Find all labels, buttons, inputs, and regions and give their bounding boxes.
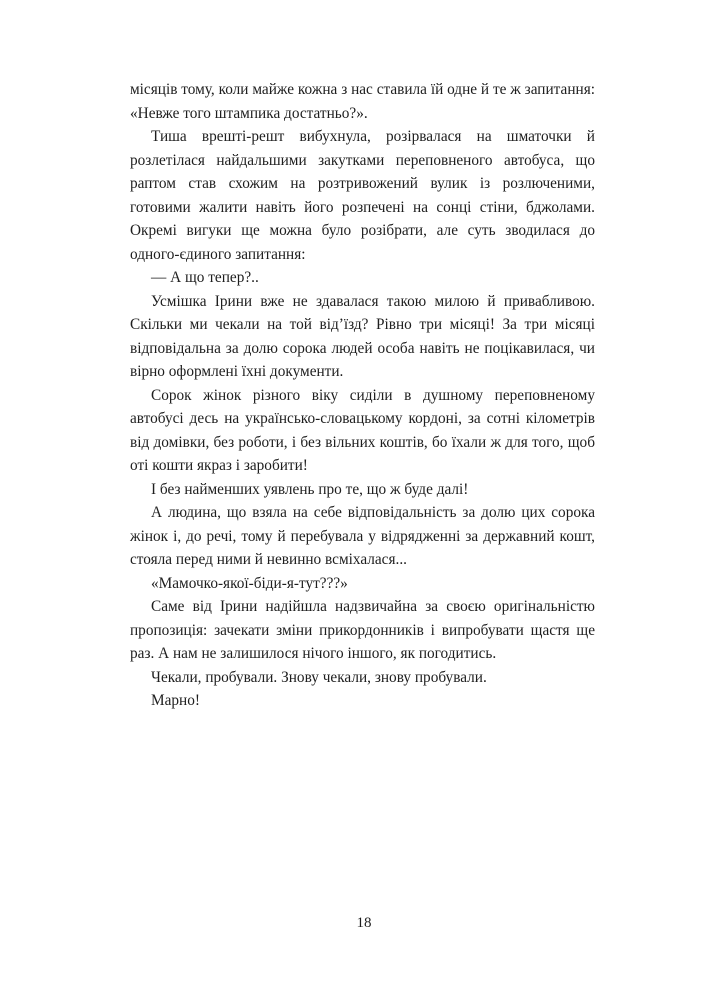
inner-thought-line: «Мамочко-якої-біди-я-тут???» <box>151 574 348 592</box>
dialogue-line: — А що тепер?.. <box>151 269 259 286</box>
body-text <box>130 78 595 713</box>
paragraph: І без найменших уявлень про те, що ж буде далі! <box>151 480 469 498</box>
paragraph: Чекали, пробували. Знову чекали, знову пробували. <box>151 668 487 686</box>
paragraph: Саме від Ірини надійшла надзвичайна за своєю оригінальністю пропозиція: зачекати зміни прикордонників і випробувати щастя ще раз. А нам не залишилося нічого іншого, як погодитись. <box>130 598 595 662</box>
paragraph: Тиша врешті-решт вибухнула, розірвалася на шматочки й розлетілася найдальшими закутками переповненого автобуса, що раптом став схожим на розтривожений вулик із розлюченими, готовими жалити навіть його розпечені на сонці стіни, бджолами. Окремі вигуки ще можна було розібрати, але суть зводилася до одного-єдиного запитання: <box>130 128 595 263</box>
paragraph: Сорок жінок різного віку сиділи в душному переповненому автобусі десь на українсько-словацькому кордоні, за сотні кілометрів від домівки, без роботи, і без вільних коштів, бо їхали ж для того, щоб оті кошти якраз і заробити! <box>130 386 595 474</box>
paragraph: А людина, що взяла на себе відповідальність за долю цих сорока жінок і, до речі, тому й перебувала у відрядженні за державний кошт, стояла перед ними й невинно всміхалася... <box>130 504 595 568</box>
page-number: 18 <box>356 915 372 931</box>
paragraph: Марно! <box>151 692 200 709</box>
paragraph-continuation: місяців тому, коли майже кожна з нас ставила їй одне й те ж запитання: «Невже того штампика достатньо?». <box>130 81 595 122</box>
paragraph: Усмішка Ірини вже не здавалася такою милою й привабливою. Скільки ми чекали на той від’їзд? Рівно три місяці! За три місяці відповідальна за долю сорока людей особа навіть не поцікавилася, чи вірно оформлені їхні документи. <box>130 292 595 380</box>
